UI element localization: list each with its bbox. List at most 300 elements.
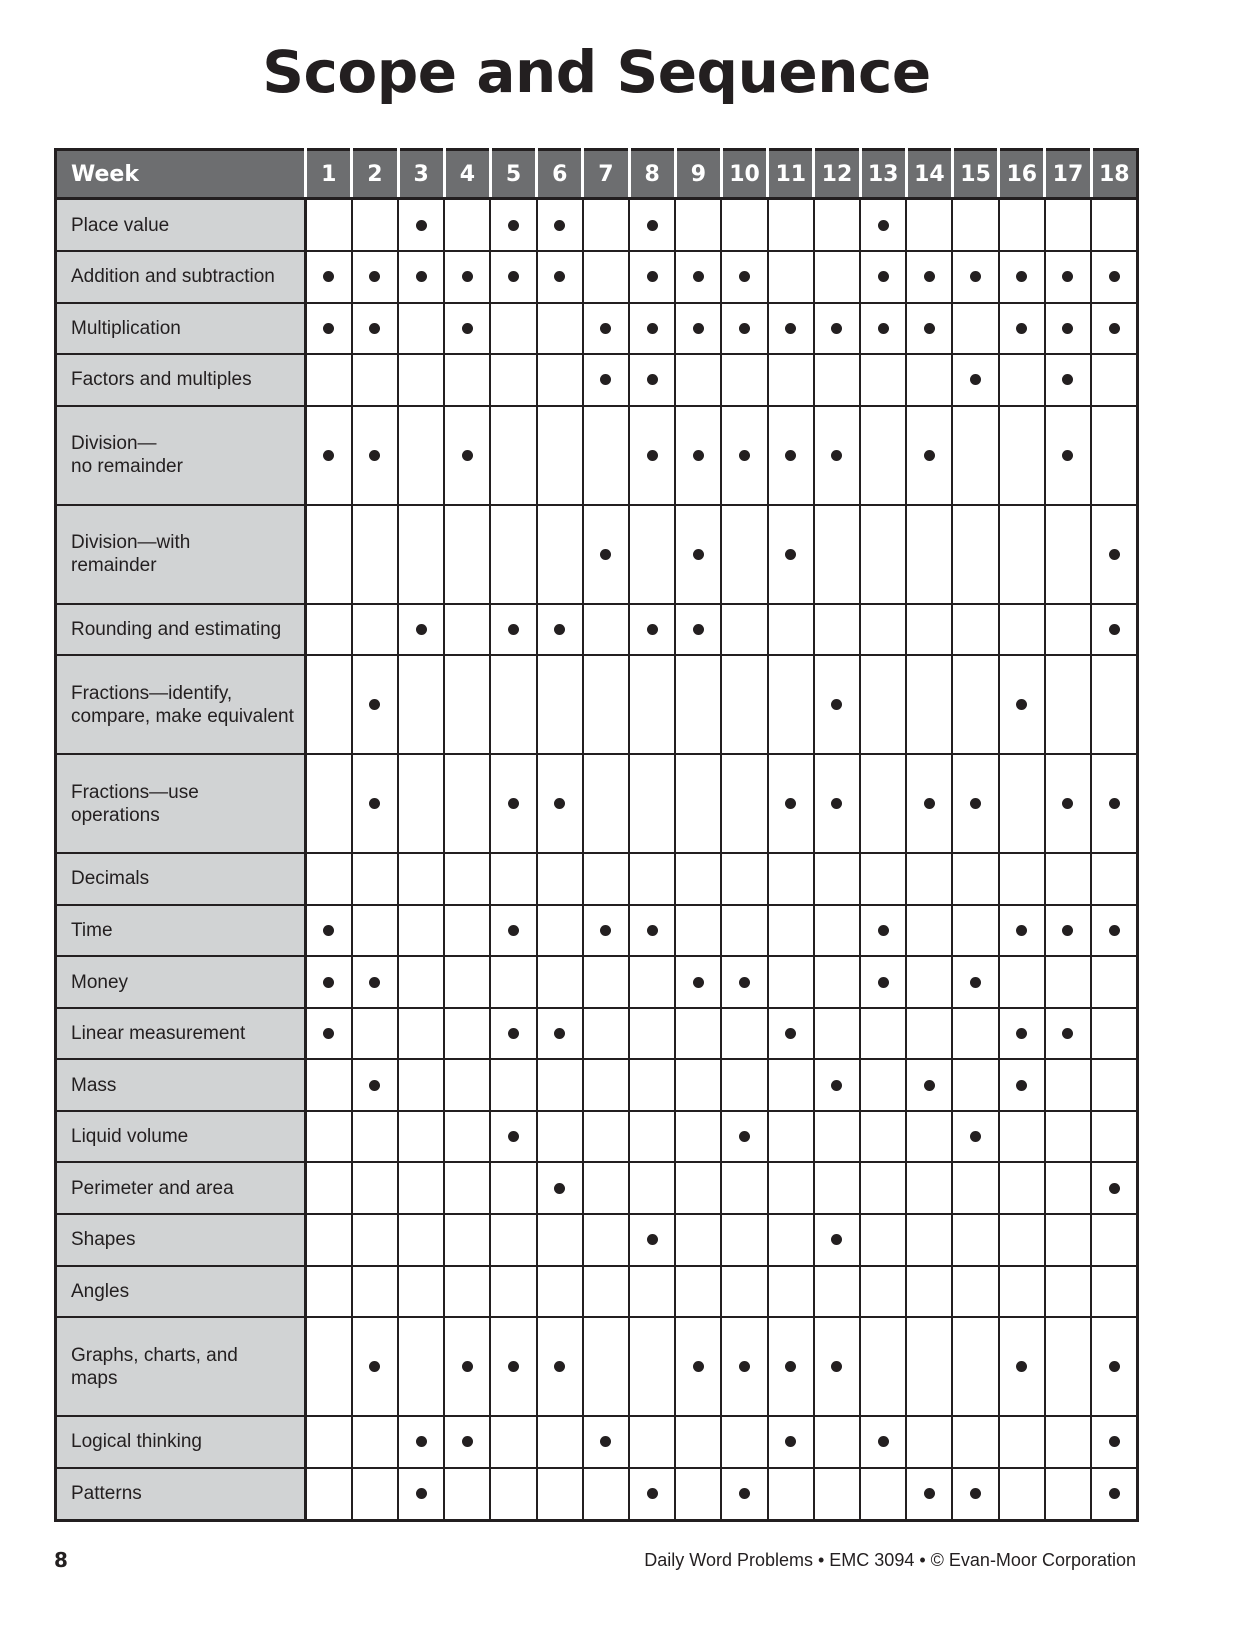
week-cell (1091, 853, 1137, 905)
week-cell (999, 251, 1045, 303)
week-cell (629, 1111, 675, 1163)
week-cell (490, 754, 536, 853)
week-cell (629, 853, 675, 905)
week-cell (1091, 354, 1137, 406)
coverage-dot (554, 1361, 565, 1372)
week-cell (768, 754, 814, 853)
week-cell (1091, 754, 1137, 853)
topic-label: Fractions—use operations (56, 754, 306, 853)
week-cell (721, 1008, 767, 1060)
coverage-dot (970, 374, 981, 385)
week-cell (629, 1416, 675, 1468)
week-cell (721, 1266, 767, 1318)
week-cell (1091, 1266, 1137, 1318)
coverage-dot (739, 450, 750, 461)
week-cell (583, 1317, 629, 1416)
week-header: Week (56, 150, 306, 199)
week-cell (398, 1162, 444, 1214)
week-cell (1045, 853, 1091, 905)
coverage-dot (878, 323, 889, 334)
week-cell (952, 905, 998, 957)
week-cell (537, 1416, 583, 1468)
week-cell (444, 1317, 490, 1416)
week-cell (952, 1266, 998, 1318)
coverage-dot (693, 549, 704, 560)
week-cell (1091, 1468, 1137, 1521)
topic-label: Linear measurement (56, 1008, 306, 1060)
week-cell (583, 1468, 629, 1521)
week-cell (721, 251, 767, 303)
week-cell (906, 853, 952, 905)
coverage-dot (647, 925, 658, 936)
week-cell (1091, 1008, 1137, 1060)
week-cell (860, 303, 906, 355)
week-cell (537, 1162, 583, 1214)
coverage-dot (1016, 1361, 1027, 1372)
coverage-dot (1109, 925, 1120, 936)
week-cell (860, 199, 906, 252)
week-cell (398, 199, 444, 252)
week-cell (583, 1416, 629, 1468)
week-number-header: 1 (306, 150, 352, 199)
coverage-dot (554, 624, 565, 635)
week-cell (814, 655, 860, 754)
week-cell (352, 905, 398, 957)
coverage-dot (831, 1234, 842, 1245)
week-cell (629, 1214, 675, 1266)
week-cell (860, 1266, 906, 1318)
week-number-header: 5 (490, 150, 536, 199)
coverage-dot (416, 271, 427, 282)
week-cell (675, 604, 721, 656)
coverage-dot (878, 977, 889, 988)
coverage-dot (739, 1361, 750, 1372)
table-row (56, 1214, 1138, 1266)
week-cell (306, 1468, 352, 1521)
week-cell (444, 505, 490, 604)
week-cell (768, 251, 814, 303)
week-cell (444, 1059, 490, 1111)
week-cell (906, 1059, 952, 1111)
week-cell (675, 1416, 721, 1468)
week-cell (398, 853, 444, 905)
week-number-header: 8 (629, 150, 675, 199)
week-cell (860, 505, 906, 604)
week-cell (814, 354, 860, 406)
coverage-dot (924, 1080, 935, 1091)
week-number-header: 10 (721, 150, 767, 199)
week-cell (906, 354, 952, 406)
week-cell (306, 199, 352, 252)
week-cell (352, 1162, 398, 1214)
footer-credit: Daily Word Problems • EMC 3094 • © Evan-Moor Corporation (644, 1550, 1136, 1570)
coverage-dot (647, 220, 658, 231)
coverage-dot (600, 1436, 611, 1447)
week-cell (860, 1111, 906, 1163)
week-cell (352, 1416, 398, 1468)
week-cell (398, 1111, 444, 1163)
week-cell (306, 303, 352, 355)
topic-label: Division— no remainder (56, 406, 306, 505)
coverage-dot (785, 450, 796, 461)
coverage-dot (1016, 1080, 1027, 1091)
week-cell (306, 1008, 352, 1060)
week-cell (906, 905, 952, 957)
coverage-dot (369, 977, 380, 988)
table-row (56, 251, 1138, 303)
week-cell (444, 604, 490, 656)
week-cell (768, 604, 814, 656)
coverage-dot (924, 1488, 935, 1499)
week-cell (537, 303, 583, 355)
week-cell (721, 199, 767, 252)
week-cell (906, 1317, 952, 1416)
week-cell (444, 199, 490, 252)
week-cell (860, 1059, 906, 1111)
week-cell (444, 251, 490, 303)
week-cell (952, 655, 998, 754)
week-cell (490, 1214, 536, 1266)
coverage-dot (1062, 925, 1073, 936)
topic-label: Graphs, charts, and maps (56, 1317, 306, 1416)
week-cell (906, 1266, 952, 1318)
week-cell (814, 505, 860, 604)
week-number-header: 17 (1045, 150, 1091, 199)
week-cell (444, 853, 490, 905)
week-cell (1045, 1416, 1091, 1468)
week-cell (352, 1266, 398, 1318)
week-cell (768, 303, 814, 355)
week-cell (444, 354, 490, 406)
week-cell (721, 406, 767, 505)
week-cell (352, 1111, 398, 1163)
week-cell (768, 1214, 814, 1266)
table-body (56, 199, 1138, 1521)
table-row (56, 1266, 1138, 1318)
week-cell (1091, 303, 1137, 355)
week-cell (952, 199, 998, 252)
week-cell (721, 754, 767, 853)
coverage-dot (600, 549, 611, 560)
coverage-dot (1109, 271, 1120, 282)
week-cell (398, 505, 444, 604)
week-cell (999, 354, 1045, 406)
week-cell (398, 303, 444, 355)
week-cell (675, 905, 721, 957)
coverage-dot (508, 798, 519, 809)
week-cell (860, 754, 906, 853)
week-cell (768, 354, 814, 406)
week-cell (352, 1008, 398, 1060)
table-row (56, 1468, 1138, 1521)
coverage-dot (831, 798, 842, 809)
coverage-dot (693, 271, 704, 282)
week-cell (537, 199, 583, 252)
week-cell (814, 1317, 860, 1416)
week-cell (860, 853, 906, 905)
week-cell (352, 1214, 398, 1266)
week-cell (906, 1111, 952, 1163)
week-cell (906, 754, 952, 853)
week-cell (814, 604, 860, 656)
week-cell (814, 1111, 860, 1163)
week-cell (537, 604, 583, 656)
week-cell (306, 754, 352, 853)
week-cell (721, 354, 767, 406)
week-number-header: 4 (444, 150, 490, 199)
week-cell (583, 754, 629, 853)
header-row (56, 150, 1138, 199)
coverage-dot (970, 1131, 981, 1142)
week-cell (444, 655, 490, 754)
coverage-dot (1016, 925, 1027, 936)
week-cell (629, 604, 675, 656)
coverage-dot (1109, 1361, 1120, 1372)
week-cell (490, 251, 536, 303)
week-cell (906, 303, 952, 355)
coverage-dot (462, 1436, 473, 1447)
week-cell (906, 1416, 952, 1468)
coverage-dot (970, 1488, 981, 1499)
week-cell (1045, 956, 1091, 1008)
week-cell (490, 1317, 536, 1416)
week-cell (352, 956, 398, 1008)
week-cell (398, 1468, 444, 1521)
week-cell (860, 956, 906, 1008)
week-cell (1045, 505, 1091, 604)
week-cell (768, 1416, 814, 1468)
week-cell (999, 655, 1045, 754)
coverage-dot (1062, 450, 1073, 461)
week-cell (952, 754, 998, 853)
week-cell (675, 354, 721, 406)
week-cell (537, 905, 583, 957)
coverage-dot (785, 549, 796, 560)
coverage-dot (554, 1183, 565, 1194)
week-cell (352, 406, 398, 505)
week-cell (537, 956, 583, 1008)
week-cell (352, 604, 398, 656)
week-cell (352, 1317, 398, 1416)
week-cell (721, 1214, 767, 1266)
week-cell (306, 604, 352, 656)
week-cell (444, 1416, 490, 1468)
week-cell (721, 303, 767, 355)
week-cell (999, 956, 1045, 1008)
week-cell (583, 406, 629, 505)
week-cell (860, 354, 906, 406)
coverage-dot (554, 1028, 565, 1039)
week-cell (675, 1317, 721, 1416)
topic-label: Perimeter and area (56, 1162, 306, 1214)
week-cell (860, 1008, 906, 1060)
week-cell (1045, 1214, 1091, 1266)
week-cell (352, 1059, 398, 1111)
week-cell (1045, 1317, 1091, 1416)
coverage-dot (693, 323, 704, 334)
coverage-dot (739, 977, 750, 988)
coverage-dot (831, 699, 842, 710)
week-cell (629, 354, 675, 406)
week-cell (537, 1008, 583, 1060)
week-number-header: 13 (860, 150, 906, 199)
week-cell (490, 1111, 536, 1163)
week-cell (537, 655, 583, 754)
table-row (56, 1416, 1138, 1468)
topic-label: Liquid volume (56, 1111, 306, 1163)
week-cell (490, 1059, 536, 1111)
week-cell (583, 1162, 629, 1214)
week-cell (906, 406, 952, 505)
week-cell (1045, 1468, 1091, 1521)
week-cell (629, 956, 675, 1008)
week-cell (952, 354, 998, 406)
coverage-dot (970, 798, 981, 809)
week-cell (952, 251, 998, 303)
week-cell (860, 1468, 906, 1521)
coverage-dot (508, 1361, 519, 1372)
table-row (56, 905, 1138, 957)
week-cell (675, 251, 721, 303)
week-number-header: 7 (583, 150, 629, 199)
topic-label: Rounding and estimating (56, 604, 306, 656)
topic-label: Multiplication (56, 303, 306, 355)
week-cell (675, 853, 721, 905)
coverage-dot (1062, 1028, 1073, 1039)
week-cell (490, 956, 536, 1008)
week-cell (952, 1468, 998, 1521)
week-cell (444, 956, 490, 1008)
week-cell (1045, 604, 1091, 656)
week-cell (490, 354, 536, 406)
week-cell (1091, 199, 1137, 252)
week-cell (444, 1468, 490, 1521)
week-cell (629, 655, 675, 754)
week-cell (398, 406, 444, 505)
coverage-dot (416, 1488, 427, 1499)
week-cell (721, 604, 767, 656)
week-cell (675, 956, 721, 1008)
coverage-dot (831, 1080, 842, 1091)
coverage-dot (785, 1436, 796, 1447)
week-cell (306, 1162, 352, 1214)
week-cell (675, 1266, 721, 1318)
week-number-header: 12 (814, 150, 860, 199)
coverage-dot (647, 624, 658, 635)
week-number-header: 6 (537, 150, 583, 199)
week-cell (1045, 354, 1091, 406)
coverage-dot (554, 220, 565, 231)
week-cell (952, 406, 998, 505)
week-cell (629, 754, 675, 853)
week-cell (583, 1214, 629, 1266)
coverage-dot (1062, 374, 1073, 385)
week-cell (999, 1111, 1045, 1163)
week-cell (768, 1266, 814, 1318)
coverage-dot (970, 977, 981, 988)
week-cell (490, 406, 536, 505)
coverage-dot (508, 271, 519, 282)
week-cell (629, 406, 675, 505)
week-cell (352, 1468, 398, 1521)
coverage-dot (323, 1028, 334, 1039)
coverage-dot (323, 977, 334, 988)
coverage-dot (1109, 624, 1120, 635)
week-cell (675, 1214, 721, 1266)
week-cell (444, 905, 490, 957)
week-cell (352, 354, 398, 406)
coverage-dot (1109, 798, 1120, 809)
week-cell (768, 505, 814, 604)
week-cell (583, 199, 629, 252)
coverage-dot (1062, 323, 1073, 334)
topic-label: Fractions—identify, compare, make equivalent (56, 655, 306, 754)
week-cell (537, 853, 583, 905)
coverage-dot (1016, 1028, 1027, 1039)
table-row (56, 853, 1138, 905)
topic-label: Angles (56, 1266, 306, 1318)
week-cell (490, 1416, 536, 1468)
table-row (56, 754, 1138, 853)
week-cell (583, 505, 629, 604)
week-cell (768, 1162, 814, 1214)
week-cell (352, 655, 398, 754)
scope-sequence-table-wrapper (54, 148, 1139, 1522)
week-cell (398, 604, 444, 656)
coverage-dot (323, 450, 334, 461)
week-cell (583, 604, 629, 656)
week-cell (999, 1008, 1045, 1060)
coverage-dot (600, 925, 611, 936)
week-cell (629, 199, 675, 252)
week-cell (860, 1317, 906, 1416)
coverage-dot (508, 220, 519, 231)
week-cell (1091, 604, 1137, 656)
week-cell (999, 1317, 1045, 1416)
week-cell (814, 1162, 860, 1214)
week-cell (814, 1059, 860, 1111)
week-cell (906, 251, 952, 303)
week-cell (999, 406, 1045, 505)
coverage-dot (508, 925, 519, 936)
coverage-dot (1109, 1183, 1120, 1194)
table-row (56, 1162, 1138, 1214)
week-cell (306, 251, 352, 303)
week-cell (1045, 1059, 1091, 1111)
week-cell (952, 853, 998, 905)
week-cell (814, 251, 860, 303)
week-cell (906, 1008, 952, 1060)
week-cell (398, 354, 444, 406)
week-cell (490, 655, 536, 754)
week-cell (906, 956, 952, 1008)
week-cell (1091, 1162, 1137, 1214)
week-cell (1091, 655, 1137, 754)
coverage-dot (1109, 1488, 1120, 1499)
coverage-dot (416, 624, 427, 635)
week-cell (583, 303, 629, 355)
week-cell (906, 199, 952, 252)
week-cell (537, 1468, 583, 1521)
week-cell (675, 406, 721, 505)
coverage-dot (462, 323, 473, 334)
coverage-dot (693, 624, 704, 635)
week-cell (721, 1468, 767, 1521)
week-cell (721, 956, 767, 1008)
week-cell (860, 905, 906, 957)
week-cell (860, 1416, 906, 1468)
week-cell (398, 1317, 444, 1416)
